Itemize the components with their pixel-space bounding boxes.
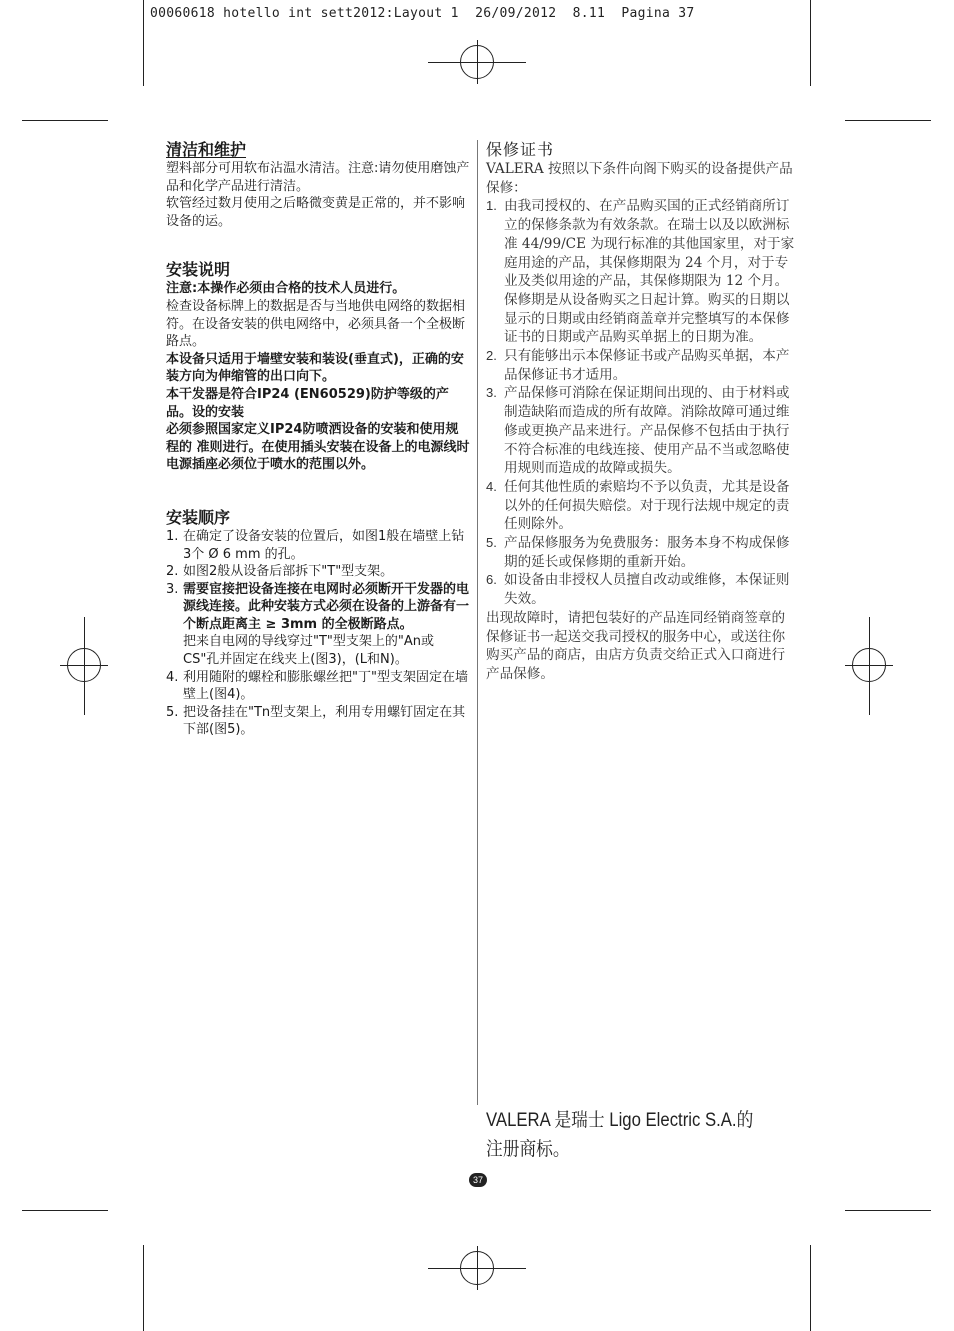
install-steps-list <box>166 528 470 739</box>
install-steps-section <box>166 508 470 739</box>
list-item: 4. 任何其他性质的索赔均不予以负责，尤其是设备以外的任何损失赔偿。对于现行法规中规定的责任则除外。 <box>486 478 790 533</box>
print-slug: 00060618 hotello int sett2012:Layout 1 26/09/2012 8.11 Pagina 37 <box>150 6 695 21</box>
install-paragraph: 检查设备标牌上的数据是否与当地供电网络的数据相符。在设备安装的供电网络中，必须具备一个全极断路点。 <box>166 298 466 350</box>
trademark-note: VALERA 是瑞士 Ligo Electric S.A.的注册商标。 <box>486 1110 754 1160</box>
registration-circle <box>852 648 886 682</box>
list-item: 6. 如设备由非授权人员擅自改动或维修，本保证则失效。 <box>486 572 790 608</box>
list-item: 1. 在确定了设备安装的位置后，如图1般在墙壁上钻3个 Ø 6 mm 的孔。 <box>166 528 465 562</box>
crop-mark <box>143 1245 144 1331</box>
list-item: 1. 由我司授权的、在产品购买国的正式经销商所订立的保修条款为有效条款。在瑞士以及以欧洲标准 44/99/CE 为现行标准的其他国家里，对于家庭用途的产品，其保修期限为 24 个月，对于专业及类似用途的产品，其保修期限为 12 个月。保修期是从设备购买之日起计算。购买的日期以显示的日期或由经销商盖章并完整填写的本保修证书的日期或产品购买单据上的日期为准。 <box>486 198 795 346</box>
list-item: 2. 只有能够出示本保修证书或产品购买单据，本产品保修证书才适用。 <box>486 348 790 383</box>
page-number: 37 <box>469 1173 487 1187</box>
crop-mark <box>810 0 811 86</box>
column-divider <box>477 140 478 1105</box>
cleaning-section <box>166 140 470 230</box>
warranty-intro: VALERA 按照以下条件向阁下购买的设备提供产品保修： <box>486 161 793 196</box>
cleaning-paragraph: 塑料部分可用软布沾温水清洁。注意:请勿使用磨蚀产品和化学产品进行清洁。 <box>166 161 470 194</box>
registration-circle <box>460 45 494 79</box>
list-item: 5. 把设备挂在"Tn型支架上，利用专用螺钉固定在其下部(图5)。 <box>166 704 466 738</box>
crop-mark <box>22 1210 108 1211</box>
warranty-title: 保修证书 <box>486 140 555 159</box>
list-item: 3. 产品保修可消除在保证期间出现的、由于材料或制造缺陷而造成的所有故障。消除故障可通过维修或更换产品来进行。产品保修不包括由于执行不符合标准的电线连接、使用产品不当或忽略使用规则而造成的故障或损失。 <box>486 385 790 477</box>
crop-mark <box>810 1245 811 1331</box>
install-warning: 本干发器是符合IP24 (EN60529)防护等级的产品。设的安装 <box>166 386 449 420</box>
install-warning: 注意:本操作必须由合格的技术人员进行。 <box>166 281 406 297</box>
crop-mark <box>845 1210 931 1211</box>
install-warning: 本设备只适用于墙壁安装和装设(垂直式)，正确的安装方向为伸缩管的出口向下。 <box>166 351 464 385</box>
cleaning-title: 清洁和维护 <box>166 140 247 159</box>
crop-mark <box>22 120 108 121</box>
install-notes-title: 安装说明 <box>166 260 231 280</box>
crop-mark <box>143 0 144 86</box>
warranty-list <box>486 197 796 608</box>
list-item: 5. 产品保修服务为免费服务：服务本身不构成保修期的延长或保修期的重新开始。 <box>486 535 790 570</box>
registration-circle <box>67 648 101 682</box>
cleaning-paragraph: 软管经过数月使用之后略微变黄是正常的，并不影响设备的运。 <box>166 196 466 229</box>
registration-circle <box>460 1251 494 1285</box>
install-steps-title: 安装顺序 <box>166 507 231 527</box>
warranty-closing: 出现故障时，请把包装好的产品连同经销商签章的保修证书一起送交我司授权的服务中心，或送往你购买产品的商店，由店方负责交给正式入口商进行产品保修。 <box>486 609 786 682</box>
left-column <box>166 140 470 739</box>
crop-mark <box>845 120 931 121</box>
install-notes-section <box>166 260 470 474</box>
install-warning: 必须参照国家定义IP24防喷洒设备的安装和使用规程的 准则进行。在使用插头安装在设备上的电源线时电源插座必须位于喷水的范围以外。 <box>166 422 470 473</box>
list-item: 3. 需要宦接把设备连接在电网时必须断开干发器的电源线连接。此种安装方式必须在设备的上游备有一个断点距离主 ≥ 3mm 的全极断路点。 把来自电网的导线穿过"T"型支架上的"An或CS"孔并固定在线夹上(图3)，(L和N)。 <box>166 581 470 668</box>
warranty-column <box>486 140 796 684</box>
list-item: 2. 如图2般从设备后部拆下"T"型支架。 <box>166 564 394 580</box>
list-item: 4. 利用随附的螺栓和膨胀螺丝把"丁"型支架固定在墙壁上(图4)。 <box>166 669 468 703</box>
